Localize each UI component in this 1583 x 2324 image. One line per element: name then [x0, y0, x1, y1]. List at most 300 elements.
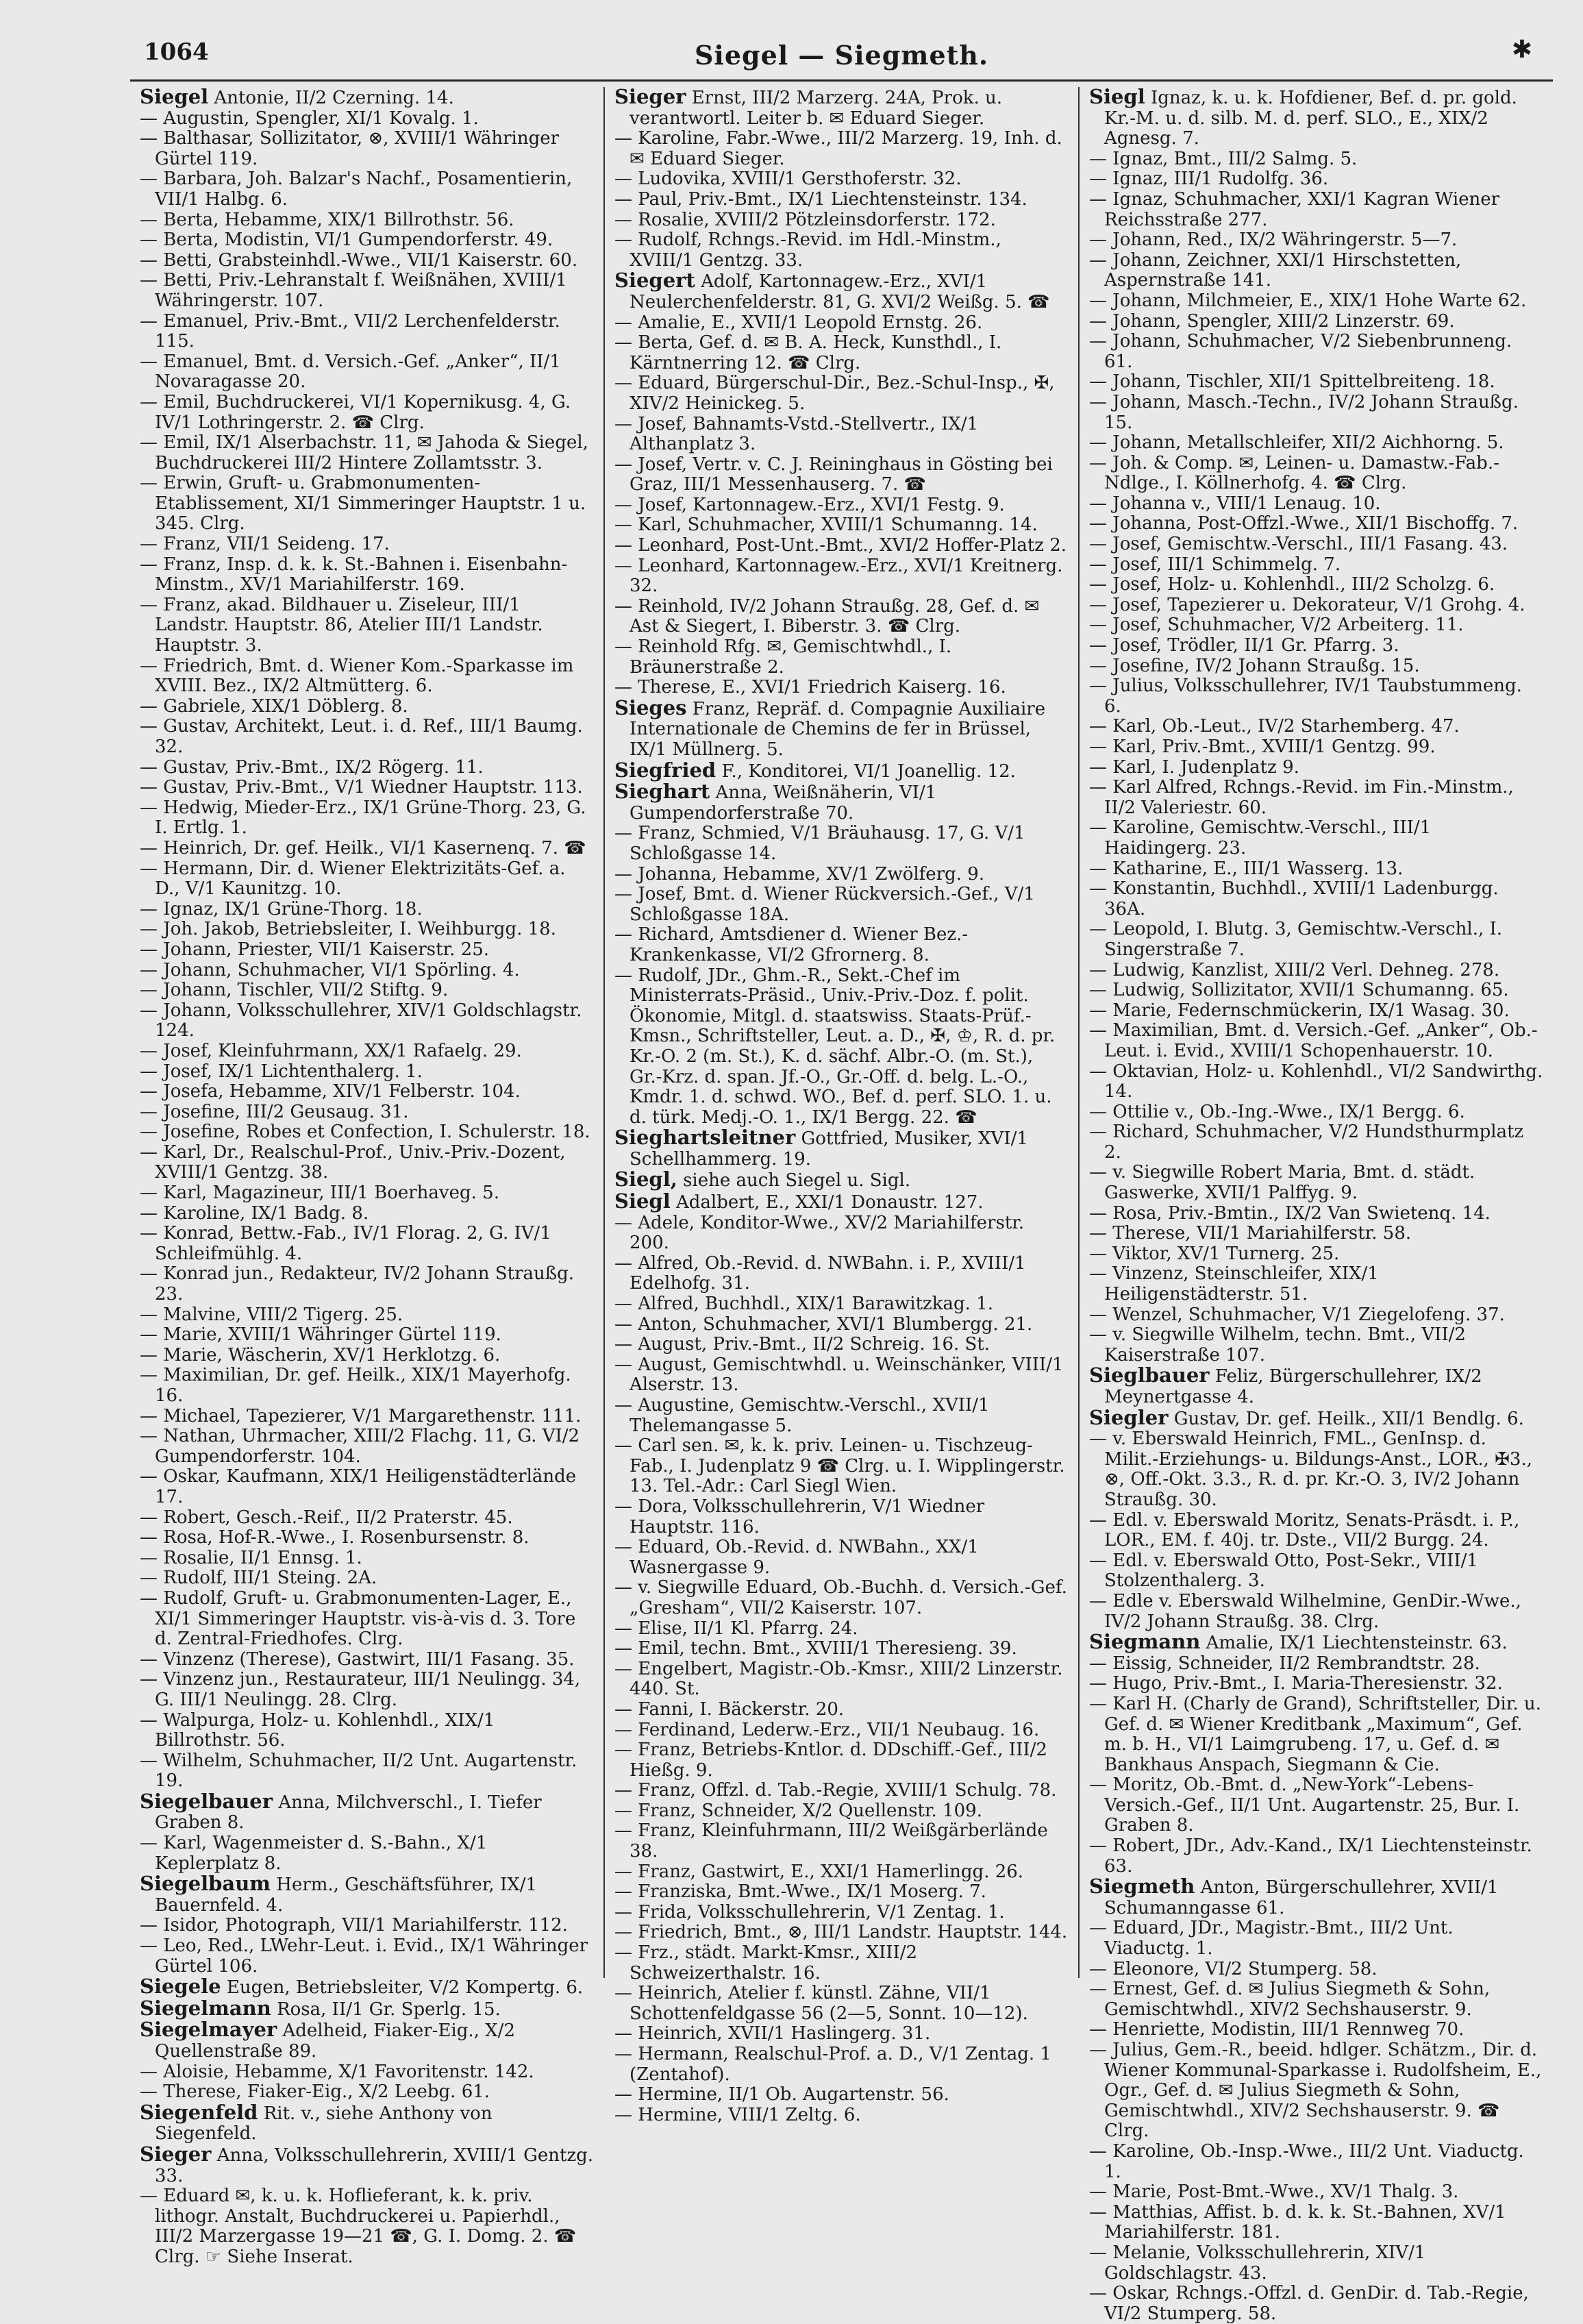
- directory-entry: [614, 2024, 1069, 2044]
- directory-surname-entry: [140, 2144, 594, 2186]
- entry-text: — Rosalie, XVIII/2 Pötzleinsdorferstr. 172.: [614, 209, 996, 230]
- directory-entry: [1089, 1224, 1543, 1244]
- entry-text: — Johann, Priester, VII/1 Kaiserstr. 25.: [140, 939, 490, 960]
- entry-text: — Rosa, Hof-R.-Wwe., I. Rosenbursenstr. 8.: [140, 1527, 529, 1548]
- directory-entry: [140, 555, 594, 595]
- entry-text: — Matthias, Affist. b. d. k. k. St.-Bahnen, XV/1 Mariahilferstr. 181.: [1089, 2201, 1506, 2243]
- entry-text: — Franz, Insp. d. k. k. St.-Bahnen i. Eisenbahn-Minstm., XV/1 Mariahilferstr. 169.: [140, 554, 568, 595]
- directory-entry: [614, 1619, 1069, 1640]
- directory-entry: [140, 1548, 594, 1569]
- entry-text: — Therese, Fiaker-Eig., X/2 Leebg. 61.: [140, 2081, 490, 2103]
- directory-entry: [1089, 676, 1543, 717]
- directory-entry: [614, 1355, 1069, 1396]
- directory-entry: [1089, 2284, 1543, 2324]
- surname: Siegele: [140, 1975, 221, 1999]
- directory-entry: [614, 190, 1069, 210]
- entry-text: — Robert, JDr., Adv.-Kand., IX/1 Liechtensteinstr. 63.: [1089, 1835, 1532, 1877]
- entry-text: — Berta, Hebamme, XIX/1 Billrothstr. 56.: [140, 209, 514, 230]
- directory-entry: [140, 210, 594, 231]
- entry-text: — Friedrich, Bmt. d. Wiener Kom.-Sparkasse im XVIII. Bez., IX/2 Altmütterg. 6.: [140, 655, 574, 697]
- directory-entry: [140, 940, 594, 961]
- entry-text: Antonie, II/2 Czerning. 14.: [214, 88, 454, 108]
- directory-entry: [1089, 2182, 1543, 2203]
- entry-text: — Josefine, Robes et Confection, I. Schulerstr. 18.: [140, 1122, 590, 1143]
- directory-entry: [1089, 291, 1543, 312]
- entry-text: — Eduard, JDr., Magistr.-Bmt., III/2 Unt. Viaductg. 1.: [1089, 1918, 1454, 1960]
- entry-text: — Heinrich, Dr. gef. Heilk., VI/1 Kasernenq. 7. ☎: [140, 837, 586, 858]
- directory-entry: [1089, 595, 1543, 616]
- entry-text: — Maximilian, Dr. gef. Heilk., XIX/1 Mayerhofg. 16.: [140, 1365, 571, 1406]
- directory-entry: [1089, 1654, 1543, 1674]
- entry-text: — Josef, IX/1 Lichtenthalerg. 1.: [140, 1061, 423, 1082]
- directory-entry: [1089, 1551, 1543, 1592]
- page-header: [130, 36, 1553, 82]
- directory-entry: [614, 1903, 1069, 1923]
- entry-text: — Karl, Schuhmacher, XVIII/1 Schumanng. 14.: [614, 515, 1038, 536]
- directory-entry: [1089, 514, 1543, 534]
- directory-entry: [140, 758, 594, 778]
- directory-entry: [1089, 778, 1543, 818]
- directory-entry: [614, 1821, 1069, 1862]
- entry-text: — Leopold, I. Blutg. 3, Gemischtw.-Verschl., I. Singerstraße 7.: [1089, 919, 1503, 960]
- entry-text: — Oktavian, Holz- u. Kohlenhdl., VI/2 Sandwirthg. 14.: [1089, 1061, 1543, 1102]
- directory-entry: [140, 1264, 594, 1305]
- directory-entry: [614, 1740, 1069, 1781]
- entry-text: — Wenzel, Schuhmacher, V/1 Ziegelofeng. 37.: [1089, 1304, 1505, 1325]
- surname: Sieges: [614, 695, 687, 719]
- entry-text: — Johann, Metallschleifer, XII/2 Aichhorng. 5.: [1089, 432, 1504, 454]
- directory-entry: [1089, 1775, 1543, 1836]
- directory-entry: [140, 1670, 594, 1710]
- entry-text: — Edle v. Eberswald Wilhelmine, GenDir.-Wwe., IV/2 Johann Straußg. 38. Clrg.: [1089, 1590, 1521, 1632]
- entry-text: — Michael, Tapezierer, V/1 Margarethenstr. 111.: [140, 1405, 582, 1426]
- entry-text: Ernst, III/2 Marzerg. 24A, Prok. u. verantwortl. Leiter b. ✉ Eduard Sieger.: [630, 88, 1003, 129]
- directory-entry: [140, 1102, 594, 1123]
- entry-text: — Emil, techn. Bmt., XVIII/1 Theresieng. 39.: [614, 1638, 1017, 1659]
- entry-text: — Johann, Schuhmacher, VI/1 Spörling. 4.: [140, 959, 520, 980]
- entry-text: — August, Priv.-Bmt., II/2 Schreig. 16. St.: [614, 1334, 990, 1355]
- entry-text: — Elise, II/1 Kl. Pfarrg. 24.: [614, 1618, 858, 1639]
- directory-entry: [614, 1396, 1069, 1436]
- directory-entry: [140, 1001, 594, 1041]
- entry-text: — Gabriele, XIX/1 Döblerg. 8.: [140, 695, 408, 717]
- directory-entry: [1089, 230, 1543, 251]
- directory-entry: [140, 1650, 594, 1670]
- directory-entry: [1089, 433, 1543, 454]
- directory-entry: [140, 1528, 594, 1548]
- asterisk-mark-icon: ✱: [1511, 36, 1532, 64]
- directory-entry: [140, 1143, 594, 1183]
- directory-entry: [1089, 879, 1543, 919]
- entry-text: — Ernest, Gef. d. ✉ Julius Siegmeth & Sohn, Gemischtwhdl., XIV/2 Sechshauserstr. 9.: [1089, 1979, 1491, 2020]
- entry-text: — Katharine, E., III/1 Wasserg. 13.: [1089, 858, 1404, 879]
- entry-text: — Balthasar, Sollizitator, ⊗, XVIII/1 Währinger Gürtel 119.: [140, 128, 560, 169]
- entry-text: Gustav, Dr. gef. Heilk., XII/1 Bendlg. 6.: [1173, 1408, 1524, 1429]
- directory-entry: [140, 534, 594, 555]
- entry-text: — Melanie, Volksschullehrerin, XIV/1 Goldschlagstr. 43.: [1089, 2242, 1426, 2284]
- directory-entry: [140, 1082, 594, 1102]
- entry-text: — Leonhard, Post-Unt.-Bmt., XVI/2 Hoffer-Platz 2.: [614, 535, 1067, 556]
- directory-entry: [1089, 534, 1543, 555]
- entry-text: — Rudolf, Gruft- u. Grabmonumenten-Lager, E., XI/1 Simmeringer Hauptstr. vis-à-vis d. 3. Tore d. Zentral-Friedhofes. Clrg.: [140, 1587, 576, 1650]
- directory-entry: [1089, 1001, 1543, 1022]
- directory-entry: [140, 717, 594, 757]
- entry-text: — Alfred, Ob.-Revid. d. NWBahn. i. P., XVIII/1 Edelhofg. 31.: [614, 1252, 1026, 1294]
- directory-entry: [140, 169, 594, 210]
- entry-text: — Franz, VII/1 Seideng. 17.: [140, 534, 390, 555]
- entry-text: — Hermann, Dir. d. Wiener Elektrizitäts-Gef. a. D., V/1 Kaunitzg. 10.: [140, 858, 566, 900]
- entry-text: Adelheid, Fiaker-Eig., X/2 Quellenstraße 89.: [155, 2020, 515, 2062]
- entry-text: — Ignaz, Schuhmacher, XXI/1 Kagran Wiener Reichsstraße 277.: [1089, 188, 1500, 230]
- entry-text: Ignaz, k. u. k. Hofdiener, Bef. d. pr. gold. Kr.-M. u. d. silb. M. d. perf. SLO., E., XIX/2 Agnesg. 7.: [1104, 88, 1517, 149]
- entry-text: — Eleonore, VI/2 Stumperg. 58.: [1089, 1958, 1378, 1979]
- directory-surname-entry: [1089, 87, 1543, 149]
- directory-entry: [614, 313, 1069, 334]
- entry-text: Amalie, IX/1 Liechtensteinstr. 63.: [1206, 1633, 1508, 1654]
- directory-entry: [140, 1204, 594, 1224]
- directory-entry: [614, 637, 1069, 678]
- entry-text: — Ottilie v., Ob.-Ing.-Wwe., IX/1 Bergg. 6.: [1089, 1101, 1465, 1122]
- entry-text: — Hugo, Priv.-Bmt., I. Maria-Theresienstr. 32.: [1089, 1673, 1503, 1694]
- entry-text: — Rudolf, III/1 Steing. 2A.: [140, 1568, 377, 1589]
- directory-entry: [614, 1436, 1069, 1497]
- entry-text: — Isidor, Photograph, VII/1 Mariahilferstr. 112.: [140, 1915, 568, 1936]
- directory-entry: [140, 271, 594, 311]
- entry-text: — v. Siegwille Wilhelm, techn. Bmt., VII/2 Kaiserstraße 107.: [1089, 1324, 1466, 1365]
- entry-text: — Emil, IX/1 Alserbachstr. 11, ✉ Jahoda & Siegel, Buchdruckerei III/2 Hintere Zollamtsstr. 3.: [140, 432, 588, 473]
- directory-column-2: [605, 85, 1080, 2125]
- directory-entry: [614, 2105, 1069, 2126]
- directory-surname-entry: [140, 1996, 594, 2020]
- entry-text: — August, Gemischtwhdl. u. Weinschänker, VIII/1 Alserstr. 13.: [614, 1354, 1064, 1396]
- entry-text: — Leonhard, Kartonnagew.-Erz., XVI/1 Kreitnerg. 32.: [614, 555, 1063, 597]
- directory-entry: [140, 352, 594, 393]
- entry-text: — Heinrich, XVII/1 Haslingerg. 31.: [614, 2023, 931, 2044]
- entry-text: — Karoline, Fabr.-Wwe., III/2 Marzerg. 19, Inh. d. ✉ Eduard Sieger.: [614, 128, 1062, 169]
- entry-text: — Joh. & Comp. ✉, Leinen- u. Damastw.-Fab.-Ndlge., I. Köllnerhofg. 4. ☎ Clrg.: [1089, 452, 1499, 494]
- entry-text: — v. Siegwille Eduard, Ob.-Buchh. d. Versich.-Gef. „Gresham“, VII/2 Kaiserstr. 107.: [614, 1577, 1067, 1618]
- entry-text: — Ludwig, Sollizitator, XVII/1 Schumanng. 65.: [1089, 980, 1509, 1001]
- directory-entry: [614, 1720, 1069, 1741]
- directory-entry: [140, 1325, 594, 1346]
- entry-text: — Franz, Gastwirt, E., XXI/1 Hamerlingg. 26.: [614, 1861, 1024, 1882]
- entry-text: — Ferdinand, Lederw.-Erz., VII/1 Neubaug. 16.: [614, 1719, 1040, 1740]
- directory-entry: [140, 919, 594, 940]
- entry-text: — Josef, Vertr. v. C. J. Reininghaus in Gösting bei Graz, III/1 Messenhauserg. 7. ☎: [614, 454, 1053, 495]
- directory-entry: [1089, 393, 1543, 433]
- directory-entry: [614, 2085, 1069, 2105]
- entry-text: — Hedwig, Mieder-Erz., IX/1 Grüne-Thorg. 23, G. I. Ertlg. 1.: [140, 797, 586, 839]
- directory-entry: [140, 1751, 594, 1792]
- entry-text: — Josef, Bmt. d. Wiener Rückversich.-Gef., V/1 Schloßgasse 18A.: [614, 884, 1035, 925]
- entry-text: Anna, Weißnäherin, VI/1 Gumpendorferstraße 70.: [630, 782, 937, 824]
- entry-text: — Josef, Schuhmacher, V/2 Arbeiterg. 11.: [1089, 615, 1464, 636]
- directory-entry: [614, 824, 1069, 864]
- entry-text: Adolf, Kartonnagew.-Erz., XVI/1 Neulerchenfelderstr. 81, G. XVI/2 Weißg. 5. ☎: [630, 271, 1050, 312]
- directory-entry: [614, 1294, 1069, 1315]
- entry-text: — Karl, Dr., Realschul-Prof., Univ.-Priv.-Dozent, XVIII/1 Gentzg. 38.: [140, 1141, 566, 1183]
- entry-text: — Malvine, VIII/2 Tigerg. 25.: [140, 1304, 403, 1325]
- entry-text: — Emil, Buchdruckerei, VI/1 Kopernikusg. 4, G. IV/1 Lothringerstr. 2. ☎ Clrg.: [140, 391, 571, 433]
- entry-text: — v. Siegwille Robert Maria, Bmt. d. städt. Gaswerke, XVII/1 Palffyg. 9.: [1089, 1162, 1475, 1204]
- directory-entry: [1089, 454, 1543, 494]
- entry-text: — Rosa, Priv.-Bmtin., IX/2 Van Swietenq. 14.: [1089, 1202, 1491, 1224]
- directory-surname-entry: [1089, 1405, 1543, 1430]
- entry-text: — Konrad jun., Redakteur, IV/2 Johann Straußg. 23.: [140, 1263, 575, 1305]
- entry-text: — Rosalie, II/1 Ennsg. 1.: [140, 1547, 362, 1568]
- entry-text: — Karl, I. Judenplatz 9.: [1089, 756, 1299, 778]
- entry-text: — Josef, Kleinfuhrmann, XX/1 Rafaelg. 29.: [140, 1040, 522, 1061]
- directory-entry: [1089, 190, 1543, 230]
- directory-entry: [140, 1467, 594, 1507]
- directory-surname-entry: [614, 1128, 1069, 1170]
- directory-entry: [1089, 737, 1543, 758]
- surname: Siegmann: [1089, 1630, 1201, 1654]
- entry-text: — Joh. Jakob, Betriebsleiter, I. Weihburgg. 18.: [140, 919, 556, 940]
- entry-text: — Barbara, Joh. Balzar's Nachf., Posamentierin, VII/1 Halbg. 6.: [140, 169, 573, 210]
- surname: Siegel: [140, 85, 209, 108]
- directory-entry: [140, 2186, 594, 2267]
- directory-entry: [1089, 149, 1543, 170]
- directory-entry: [140, 129, 594, 169]
- directory-entry: [140, 778, 594, 798]
- entry-text: — Johanna, Post-Offzl.-Wwe., XII/1 Bischoffg. 7.: [1089, 513, 1519, 534]
- directory-entry: [140, 900, 594, 920]
- entry-text: — Reinhold Rfg. ✉, Gemischtwhdl., I. Bräunerstraße 2.: [614, 636, 952, 678]
- directory-entry: [614, 1254, 1069, 1294]
- entry-text: — Marie, Wäscherin, XV/1 Herklotzg. 6.: [140, 1344, 501, 1365]
- entry-text: — Josef, Trödler, II/1 Gr. Pfarrg. 3.: [1089, 635, 1399, 656]
- directory-entry: [140, 1346, 594, 1366]
- entry-text: Anton, Bürgerschullehrer, XVII/1 Schumanngasse 61.: [1104, 1877, 1499, 1918]
- entry-text: — Franz, Offzl. d. Tab.-Regie, XVIII/1 Schulg. 78.: [614, 1780, 1057, 1801]
- directory-entry: [614, 1537, 1069, 1578]
- directory-entry: [1089, 2020, 1543, 2040]
- directory-entry: [140, 473, 594, 534]
- entry-text: — Wilhelm, Schuhmacher, II/2 Unt. Augartenstr. 19.: [140, 1750, 577, 1792]
- directory-entry: [140, 312, 594, 352]
- directory-entry: [1089, 312, 1543, 332]
- surname: Siegl,: [614, 1167, 677, 1191]
- entry-text: — Franz, Schmied, V/1 Bräuhausg. 17, G. V/1 Schloßgasse 14.: [614, 823, 1025, 864]
- entry-text: — Vinzenz jun., Restaurateur, III/1 Neulingg. 34, G. III/1 Neulingg. 28. Clrg.: [140, 1669, 581, 1710]
- directory-entry: [614, 1801, 1069, 1822]
- entry-text: — Fanni, I. Bäckerstr. 20.: [614, 1698, 845, 1720]
- directory-entry: [1089, 636, 1543, 656]
- entry-text: — Paul, Priv.-Bmt., IX/1 Liechtensteinstr. 134.: [614, 188, 1027, 210]
- entry-text: — Johanna, Hebamme, XV/1 Zwölferg. 9.: [614, 863, 985, 885]
- entry-text: — Hermann, Realschul-Prof. a. D., V/1 Zentag. 1 (Zentahof).: [614, 2044, 1051, 2085]
- directory-entry: [140, 2082, 594, 2103]
- directory-entry: [140, 1589, 594, 1650]
- directory-entry: [1089, 1960, 1543, 1980]
- entry-text: — Edl. v. Eberswald Moritz, Senats-Präsdt. i. P., LOR., EM. f. 40j. tr. Dste., VII/2 Burgg. 24.: [1089, 1509, 1520, 1551]
- directory-entry: [614, 536, 1069, 556]
- surname: Siegmeth: [1089, 1875, 1195, 1899]
- directory-entry: [1089, 2243, 1543, 2284]
- directory-surname-entry: [1089, 1365, 1543, 1407]
- directory-entry: [1089, 758, 1543, 778]
- directory-entry: [1089, 1244, 1543, 1265]
- directory-entry: [614, 966, 1069, 1128]
- entry-text: — Marie, XVIII/1 Währinger Gürtel 119.: [140, 1324, 501, 1346]
- entry-text: — Marie, Federnschmückerin, IX/1 Wasag. 30.: [1089, 1000, 1510, 1021]
- page-number: 1064: [144, 38, 209, 66]
- entry-text: — Karl Alfred, Rchngs.-Revid. im Fin.-Minstm., II/2 Valeriestr. 60.: [1089, 777, 1514, 818]
- entry-text: — Johann, Schuhmacher, V/2 Siebenbrunneng. 61.: [1089, 331, 1512, 372]
- entry-text: — Leo, Red., LWehr-Leut. i. Evid., IX/1 Währinger Gürtel 106.: [140, 1936, 588, 1977]
- entry-text: Gottfried, Musiker, XVI/1 Schellhammerg. 19.: [630, 1128, 1028, 1170]
- entry-text: — Josef, Gemischtw.-Verschl., III/1 Fasang. 43.: [1089, 534, 1508, 555]
- directory-surname-entry: [140, 87, 594, 109]
- directory-entry: [140, 1224, 594, 1264]
- directory-entry: [614, 1700, 1069, 1720]
- directory-entry: [140, 1041, 594, 1062]
- directory-entry: [140, 1183, 594, 1204]
- directory-column-1: [130, 85, 605, 2267]
- directory-entry: [140, 251, 594, 271]
- directory-entry: [1089, 961, 1543, 981]
- entry-text: — Karl, Ob.-Leut., IV/2 Starhemberg. 47.: [1089, 716, 1460, 737]
- entry-text: F., Konditorei, VI/1 Joanellig. 12.: [721, 761, 1016, 782]
- directory-entry: [140, 961, 594, 981]
- entry-text: — Johann, Masch.-Techn., IV/2 Johann Straußg. 15.: [1089, 391, 1519, 433]
- entry-text: — Johann, Zeichner, XXI/1 Hirschstetten, Aspernstraße 141.: [1089, 249, 1462, 291]
- entry-text: — Vinzenz, Steinschleifer, XIX/1 Heiligenstädterstr. 51.: [1089, 1263, 1379, 1305]
- directory-entry: [1089, 1062, 1543, 1102]
- directory-surname-entry: [140, 1874, 594, 1916]
- entry-text: — Alfred, Buchhdl., XIX/1 Barawitzkag. 1.: [614, 1294, 993, 1315]
- directory-entry: [140, 656, 594, 697]
- entry-text: — Karl, Priv.-Bmt., XVIII/1 Gentzg. 99.: [1089, 737, 1436, 757]
- entry-text: — Amalie, E., XVII/1 Leopold Ernstg. 26.: [614, 312, 983, 333]
- directory-surname-entry: [614, 1167, 1069, 1191]
- entry-text: — Konrad, Bettw.-Fab., IV/1 Florag. 2, G. IV/1 Schleifmühlg. 4.: [140, 1223, 551, 1264]
- entry-text: — Betti, Grabsteinhdl.-Wwe., VII/1 Kaiserstr. 60.: [140, 249, 578, 271]
- entry-text: — Karoline, Ob.-Insp.-Wwe., III/2 Unt. Viaductg. 1.: [1089, 2140, 1524, 2182]
- entry-text: — Konstantin, Buchhdl., XVIII/1 Ladenburgg. 36A.: [1089, 878, 1499, 919]
- entry-text: — Josef, Holz- u. Kohlenhdl., III/2 Scholzg. 6.: [1089, 574, 1495, 595]
- entry-text: — Frz., städt. Markt-Kmsr., XIII/2 Schweizerthalstr. 16.: [614, 1942, 918, 1983]
- entry-text: — Ignaz, III/1 Rudolfg. 36.: [1089, 169, 1329, 190]
- directory-entry: [1089, 1511, 1543, 1551]
- directory-entry: [614, 1315, 1069, 1335]
- directory-entry: [614, 129, 1069, 169]
- directory-entry: [1089, 1264, 1543, 1305]
- entry-text: — Emanuel, Bmt. d. Versich.-Gef. „Anker“, II/1 Novaragasse 20.: [140, 351, 561, 393]
- directory-entry: [1089, 1918, 1543, 1959]
- directory-entry: [140, 2062, 594, 2083]
- entry-text: Adalbert, E., XXI/1 Donaustr. 127.: [675, 1192, 984, 1213]
- surname: Sieger: [140, 2142, 212, 2166]
- entry-text: — Rudolf, Rchngs.-Revid. im Hdl.-Minstm., XVIII/1 Gentzg. 33.: [614, 230, 1001, 271]
- entry-text: Rosa, II/1 Gr. Sperlg. 15.: [277, 1999, 501, 2020]
- directory-entry: [614, 455, 1069, 495]
- entry-text: — Robert, Gesch.-Reif., II/2 Praterstr. 45.: [140, 1507, 513, 1528]
- entry-text: — Carl sen. ✉, k. k. priv. Leinen- u. Tischzeug-Fab., I. Judenplatz 9 ☎ Clrg. u. I. Wipplingerstr. 13. Tel.-Adr.: Carl Siegl Wien.: [614, 1435, 1065, 1497]
- entry-text: Anna, Milchverschl., I. Tiefer Graben 8.: [155, 1792, 542, 1833]
- directory-surname-entry: [140, 1789, 594, 1833]
- entry-text: — Ignaz, Bmt., III/2 Salmg. 5.: [1089, 148, 1358, 169]
- entry-text: — Berta, Gef. d. ✉ B. A. Heck, Kunsthdl., I. Kärntnerring 12. ☎ Clrg.: [614, 332, 1002, 373]
- directory-entry: [1089, 2040, 1543, 2142]
- directory-entry: [140, 1407, 594, 1427]
- directory-entry: [1089, 575, 1543, 595]
- directory-surname-entry: [140, 2100, 594, 2144]
- directory-entry: [140, 1365, 594, 1406]
- entry-text: — Julius, Gem.-R., beeid. hdlger. Schätzm., Dir. d. Wiener Kommunal-Sparkasse i. Rudolfsheim, E., Ogr., Gef. d. ✉ Julius Siegmeth & Sohn, Gemischtwhdl., XIV/2 Sechshauserstr. 9. ☎ Clrg.: [1089, 2040, 1542, 2142]
- directory-entry: [140, 1916, 594, 1936]
- directory-entry: [1089, 656, 1543, 677]
- directory-entry: [140, 595, 594, 656]
- directory-entry: [1089, 251, 1543, 291]
- directory-entry: [1089, 169, 1543, 190]
- directory-entry: [614, 515, 1069, 536]
- entry-text: — Josefa, Hebamme, XIV/1 Felberstr. 104.: [140, 1081, 521, 1102]
- directory-entry: [1089, 372, 1543, 393]
- directory-entry: [140, 859, 594, 900]
- entry-text: — Reinhold, IV/2 Johann Straußg. 28, Gef. d. ✉ Ast & Siegert, I. Biberstr. 3. ☎ Clrg.: [614, 595, 1040, 637]
- directory-entry: [1089, 859, 1543, 880]
- directory-entry: [1089, 919, 1543, 960]
- entry-text: — Johann, Milchmeier, E., XIX/1 Hohe Warte 62.: [1089, 290, 1527, 311]
- directory-entry: [1089, 1325, 1543, 1365]
- entry-text: — Eissig, Schneider, II/2 Rembrandtstr. 28.: [1089, 1653, 1480, 1674]
- entry-text: Eugen, Betriebsleiter, V/2 Kompertg. 6.: [226, 1977, 584, 1999]
- entry-text: — Walpurga, Holz- u. Kohlenhdl., XIX/1 Billrothstr. 56.: [140, 1709, 495, 1751]
- entry-text: — Moritz, Ob.-Bmt. d. „New-York“-Lebens-Versich.-Gef., II/1 Unt. Augartenstr. 25, Bur. I. Graben 8.: [1089, 1775, 1520, 1836]
- entry-text: — Johann, Tischler, XII/1 Spittelbreiteng. 18.: [1089, 371, 1495, 393]
- directory-column-3: [1080, 85, 1553, 2324]
- directory-entry: [1089, 980, 1543, 1001]
- directory-entry: [1089, 1204, 1543, 1224]
- directory-surname-entry: [614, 271, 1069, 312]
- entry-text: — Karl H. (Charly de Grand), Schriftsteller, Dir. u. Gef. d. ✉ Wiener Kreditbank „Maximum“, Gef. m. b. H., VI/1 Laimgrubeng. 17, u. Gef. d. ✉ Bankhaus Anspach, Siegmann & Cie.: [1089, 1693, 1541, 1775]
- directory-entry: [614, 1335, 1069, 1355]
- directory-entry: [1089, 1836, 1543, 1877]
- entry-text: — Julius, Volksschullehrer, IV/1 Taubstummeng. 6.: [1089, 676, 1522, 717]
- surname: Siegelbauer: [140, 1789, 273, 1813]
- entry-text: siehe auch Siegel u. Sigl.: [683, 1170, 911, 1191]
- entry-text: Herm., Geschäftsführer, IX/1 Bauernfeld. 4.: [155, 1875, 538, 1916]
- entry-text: — Johanna v., VIII/1 Lenaug. 10.: [1089, 493, 1381, 514]
- entry-text: — Franz, akad. Bildhauer u. Ziseleur, III/1 Landstr. Hauptstr. 86, Atelier III/1 Landstr. Hauptstr. 3.: [140, 594, 543, 656]
- entry-text: — Josef, III/1 Schimmelg. 7.: [1089, 554, 1341, 575]
- directory-entry: [614, 169, 1069, 190]
- directory-entry: [614, 1923, 1069, 1943]
- entry-text: — Karoline, IX/1 Badg. 8.: [140, 1202, 369, 1224]
- entry-text: — Franziska, Bmt.-Wwe., IX/1 Moserg. 7.: [614, 1881, 986, 1903]
- entry-text: Anna, Volksschullehrerin, XVIII/1 Gentzg. 33.: [155, 2144, 594, 2186]
- surname: Siegelmayer: [140, 2018, 277, 2042]
- directory-surname-entry: [140, 1977, 594, 1999]
- directory-entry: [1089, 2203, 1543, 2243]
- entry-text: — Johann, Red., IX/2 Währingerstr. 5—7.: [1089, 230, 1458, 251]
- entry-text: — Therese, VII/1 Mariahilferstr. 58.: [1089, 1223, 1412, 1244]
- directory-entry: [140, 109, 594, 129]
- directory-entry: [1089, 1102, 1543, 1123]
- directory-entry: [1089, 1592, 1543, 1632]
- directory-entry: [614, 678, 1069, 698]
- surname: Sieghartsleitner: [614, 1126, 796, 1150]
- directory-entry: [1089, 1979, 1543, 2020]
- directory-entry: [140, 1508, 594, 1529]
- entry-text: — Richard, Schuhmacher, V/2 Hundsthurmplatz 2.: [1089, 1122, 1524, 1163]
- directory-entry: [614, 1497, 1069, 1537]
- directory-entry: [1089, 717, 1543, 737]
- entry-text: — Nathan, Uhrmacher, XIII/2 Flachg. 11, G. VI/2 Gumpendorferstr. 104.: [140, 1426, 580, 1467]
- directory-entry: [140, 697, 594, 717]
